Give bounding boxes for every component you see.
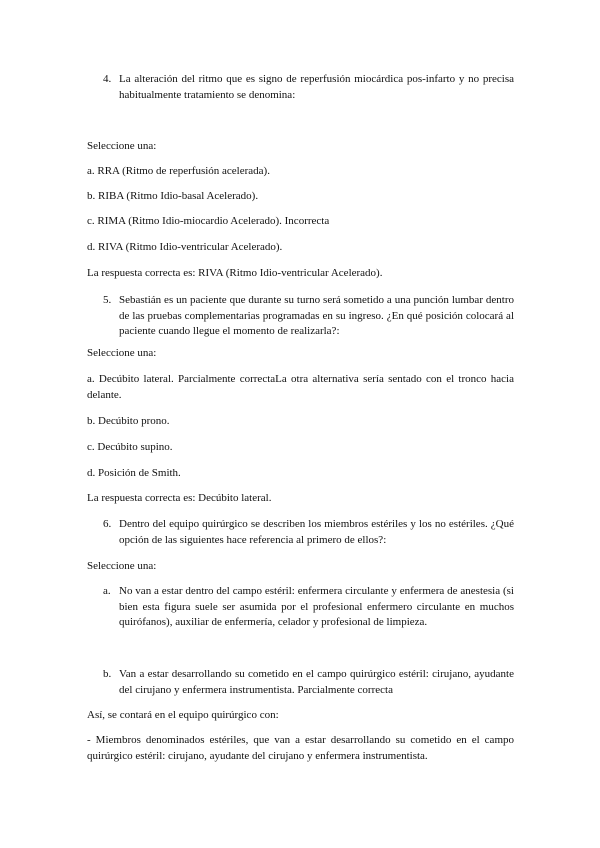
question-5-option-c: c. Decúbito supino. xyxy=(87,441,173,453)
question-6-detail: - Miembros denominados estériles, que van a estar desarrollando su cometido en el campo quirúrgico estéril: cirujano, ayudante del cirujano y enfermera instrumentista. xyxy=(87,734,514,762)
question-5-option-b: b. Decúbito prono. xyxy=(87,415,170,427)
question-6-option-a-text: No van a estar dentro del campo estéril: enfermera circulante y enfermera de anestesia (si bien esta figura suele ser asumida por el profesional enfermero circulante en muchos quirófanos), auxiliar de enfermería, celador y profesional de limpieza. xyxy=(119,585,514,628)
question-5-select-label: Seleccione una: xyxy=(87,347,157,359)
question-5-answer: La respuesta correcta es: Decúbito lateral. xyxy=(87,492,272,504)
question-5-option-d: d. Posición de Smith. xyxy=(87,467,181,479)
question-5-number: 5. xyxy=(103,294,112,306)
question-6-option-b xyxy=(103,667,514,698)
question-5-text: Sebastián es un paciente que durante su turno será sometido a una punción lumbar dentro de las pruebas complementarias programadas en su ingreso. ¿En qué posición colocará al paciente cuando llegue el momento de realizarla?: xyxy=(119,294,514,337)
question-5-option-a: a. Decúbito lateral. Parcialmente correctaLa otra alternativa sería sentado con el tronco hacia delante. xyxy=(87,373,514,401)
question-6-text: Dentro del equipo quirúrgico se describen los miembros estériles y los no estériles. ¿Qué opción de las siguientes hace referencia al primero de ellos?: xyxy=(119,518,514,546)
question-4 xyxy=(103,72,514,103)
question-4-answer: La respuesta correcta es: RIVA (Ritmo Idio-ventricular Acelerado). xyxy=(87,267,383,279)
question-6-option-a xyxy=(103,584,514,631)
question-4-number: 4. xyxy=(103,73,112,85)
question-5 xyxy=(103,293,514,340)
question-6-option-b-text: Van a estar desarrollando su cometido en el campo quirúrgico estéril: cirujano, ayudante del cirujano y enfermera instrumentista. Parcialmente correcta xyxy=(119,668,514,696)
question-6-option-a-letter: a. xyxy=(103,585,111,597)
question-4-option-c: c. RIMA (Ritmo Idio-miocardio Acelerado). Incorrecta xyxy=(87,215,330,227)
question-6 xyxy=(103,517,514,548)
question-4-option-a: a. RRA (Ritmo de reperfusión acelerada). xyxy=(87,165,270,177)
question-4-option-d: d. RIVA (Ritmo Idio-ventricular Acelerado). xyxy=(87,241,283,253)
question-4-option-b: b. RIBA (Ritmo Idio-basal Acelerado). xyxy=(87,190,259,202)
question-4-select-label: Seleccione una: xyxy=(87,140,157,152)
question-6-select-label: Seleccione una: xyxy=(87,560,157,572)
question-6-number: 6. xyxy=(103,518,112,530)
question-6-summary: Así, se contará en el equipo quirúrgico con: xyxy=(87,709,279,721)
question-4-text: La alteración del ritmo que es signo de reperfusión miocárdica pos-infarto y no precisa habitualmente tratamiento se denomina: xyxy=(119,73,514,101)
question-6-option-b-letter: b. xyxy=(103,668,112,680)
